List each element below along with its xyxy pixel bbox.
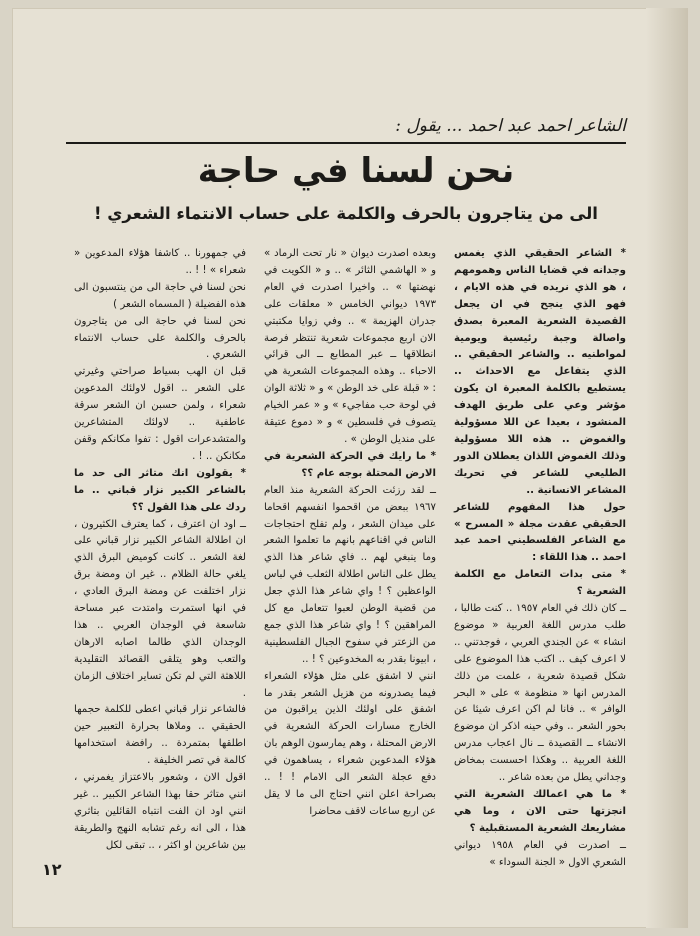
answer: ــ كان ذلك في العام ١٩٥٧ .. كنت طالبا ، طلب مدرس اللغة العربية « موضوع انشاء » عن الجندي العربي ، فوجدتني .. لا اعرف كيف .. اكتب هذا الموضوع على شكل قصيدة شعرية ، علمت من ذلك المدرس انها « منظومة » على « البحر الوافر » .. فانا لم اكن اعرف شيئا عن بحور الشعر .. وفي حينه اذكر ان موضوع الانشاء ــ القصيدة ــ نال اعجاب مدرس اللغة العربية .. وهكذا احسست بمخاض وجداني يطل من بعده شاعر .. [454, 603, 627, 784]
text-column-2 [264, 246, 436, 846]
article-byline: الشاعر احمد عبد احمد ... يقول : [395, 116, 626, 136]
text-column-3 [74, 246, 246, 851]
question: * ما هي اعمالك الشعرية التي انجزتها حتى الان ، وما هي مشاريعك الشعرية المستقبلية ؟ [454, 789, 626, 834]
page-number: ١٢ [42, 860, 62, 879]
answer: نحن لسنا في حاجة الى من ينتسبون الى هذه الفضيلة ( المسماه الشعر ) [74, 281, 246, 310]
answer: ــ اصدرت في العام ١٩٥٨ ديواني الشعري الاول « الجنة السوداء » [454, 839, 627, 868]
answer: في جمهورنا .. كاشفا هؤلاء المدعوين « شعراء » ! ! .. [74, 248, 246, 276]
answer: نحن لسنا في حاجة الى من يتاجرون بالحرف والكلمة على حساب الانتماء الشعري . [74, 315, 246, 361]
question: * يقولون انك متاثر الى حد ما بالشاعر الكبير نزار قباني .. ما ردك على هذا القول ؟؟ [74, 467, 246, 513]
article-headline: نحن لسنا في حاجة [197, 151, 515, 191]
question: * ما رايك في الحركة الشعرية في الارض المحتلة بوجه عام ؟؟ [264, 450, 436, 479]
magazine-page [12, 8, 688, 928]
article-subtitle: الى من يتاجرون بالحرف والكلمة على حساب الانتماء الشعري ! [94, 204, 598, 223]
answer: انني لا اشفق على مثل هؤلاء الشعراء فيما يصدرونه من هزيل الشعر بقدر ما اشفق على اولئك الذين يراقبون من الخارج مسارات الحركة الشعرية في الارض المحتلة ، وهم يمارسون الوهم بان هؤلاء المدعوين شعراء ، يساهمون في دفع عجلة الشعر الى الامام ! ! .. بصراحة اعلن انني احتاج الى ما لا يقل عن اربع ساعات لاقف محاضرا [264, 670, 436, 817]
title-rule [66, 142, 626, 144]
answer: اقول الان ، وشعور بالاعتزاز يغمرني ، انني متاثر حقا بهذا الشاعر الكبير .. غير انني اود ان الفت انتباه القائلين بتاثري هذا ، الى انه رغم تشابه النهج والطريقة بين شاعرين او اكثر ، .. تبقى لكل [74, 772, 246, 851]
intro-paragraph: * الشاعر الحقيقي الذي يغمس وجدانه في قضايا الناس وهمومهم ، هو الذي نريده في هذه الايام ، فهو الذي ينجح في ان يجعل القصيدة الشعرية المعبرة بصدق واصالة وجبة رئيسية ويومية لمواطنيه .. والشاعر الحقيقي .. الذي يتفاعل مع الاحداث .. يستطيع بالكلمة المعبرة ان يكون مؤشر وعي على طريق الهدف المنشود ، بعيدا عن اللا مسؤولية والغموض .. هذه اللا مسؤولية وذلك الغموض اللذان يعطلان الدور الطليعي للشاعر في تحريك المشاعر الانسانية .. [454, 248, 626, 496]
answer: ــ لقد رزئت الحركة الشعرية منذ العام ١٩٦٧ ببعض من اقحموا انفسهم اقحاما على ميدان الشعر ، ولم تفلح احتجاجات الناس في اقناعهم بانهم ما تعلموا الشعر وما ينبغي لهم .. فاي شاعر هذا الذي يطل على الناس اطلالة الثعلب في لباس الواعظين ؟ ! واي شاعر هذا الذي جعل من قضية الوطن لعبوا تتعامل مع كل المراهقين ؟ ! واي شاعر هذا الذي جمع من الزعتر في سفوح الجبال الفلسطينية ، ابيونا بقدر به المخدوعين ؟ ! .. [264, 484, 436, 665]
answer: وبعده اصدرت ديوان « نار تحت الرماد » و « الهاشمي الثائر » .. و « الكويت في نهضتها » .. واخيرا اصدرت في العام ١٩٧٣ ديواني الخامس « معلقات على جدران الهزيمة » .. وفي زوايا مكتبتي الان اربع مجموعات شعرية تنتظر فرصة انطلاقها ــ عبر المطابع ــ الى قرائي الاحباء .. وهذه المجموعات الشعرية هي : « قبلة على خد الوطن » و « ثلاثة الوان في لوحة حب مفاجيء » و « عمر الخيام يتصوف في فلسطين » و « دموع عتيقة على منديل الوطن » . [264, 248, 436, 445]
answer: فالشاعر نزار قباني اعطى للكلمة حجمها الحقيقي .. وملاها بحرارة التعبير حين اطلقها بمتمردة .. رافضة استخدامها كالمة في تصر الخليفة . [74, 704, 246, 767]
page-gutter [646, 8, 688, 928]
question: * متى بدات التعامل مع الكلمة الشعرية ؟ [454, 569, 626, 598]
answer: ــ اود ان اعترف ، كما يعترف الكثيرون ، ان اطلالة الشاعر الكبير نزار قباني على لغة الشعر .. كانت كوميض البرق الذي يلغي حالة الظلام .. غير ان ومضة برق نزار اختلفت عن ومضة البرق العادي ، في انها استمرت وامتدت عبر مساحة شاسعة في الوجدان العربي .. هذا الوجدان الذي طالما اصابه الارهان والتعب وهو يتلقى القصائد التقليدية اللاهثة التي لم تكن تساير اختلاف الزمان . [74, 518, 246, 699]
text-column-1 [454, 246, 627, 868]
intro-paragraph: حول هذا المفهوم للشاعر الحقيقي عقدت مجلة « المسرح » مع الشاعر الفلسطيني احمد عبد احمد .. هذا اللقاء : [454, 501, 626, 564]
answer: قبل ان الهب بسياط صراحتي وغيرتي على الشعر .. اقول لاولئك المدعوين شعراء ، ولمن حسبن ان الشعر سرقة عاطفية .. لاولئك المتشاعرين والمتشدعرات اقول : تفوا مكانكم وقفن مكانكن .. ! . [74, 366, 246, 462]
